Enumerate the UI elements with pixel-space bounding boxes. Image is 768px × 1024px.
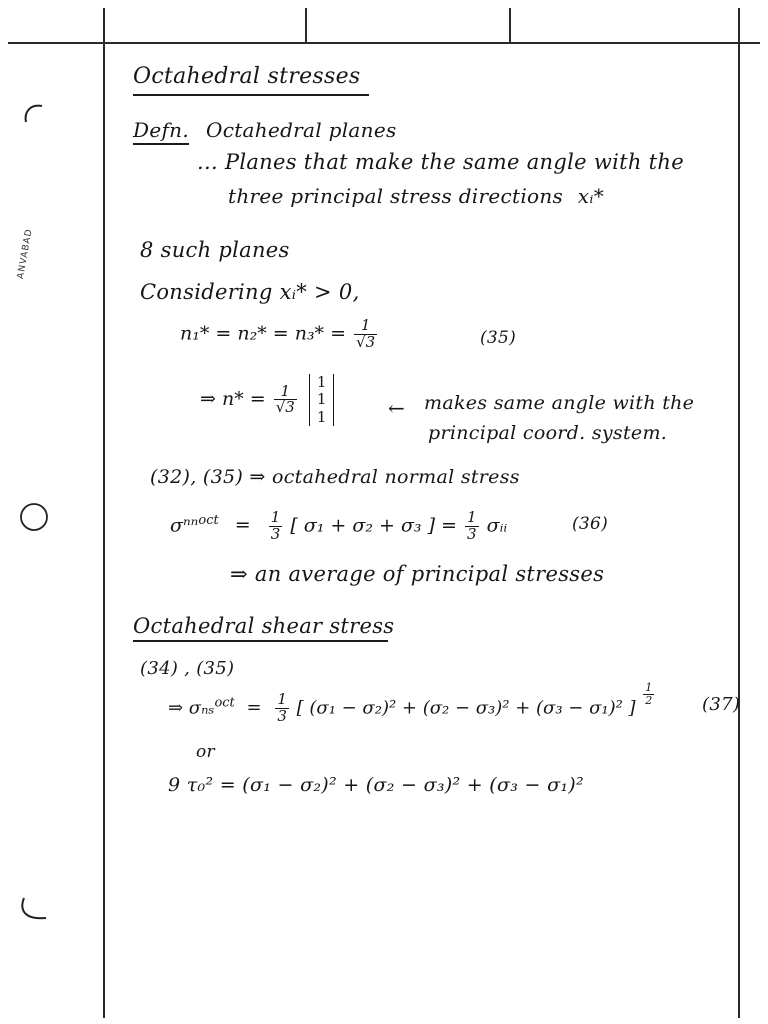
defn-line-1: ... Planes that make the same angle with the	[197, 150, 684, 174]
eq37-frac-den: 3	[277, 706, 287, 725]
defn-label: Defn.	[133, 118, 190, 142]
defn-line-2	[228, 184, 604, 208]
eq37-sup: oct	[214, 695, 235, 711]
right-margin-line	[738, 8, 740, 1018]
vec-entry: 1	[316, 373, 327, 391]
header-divider-2	[509, 8, 511, 44]
left-margin-line	[103, 8, 105, 1018]
header-divider-1	[305, 8, 307, 44]
shear-title-underline	[133, 640, 388, 642]
margin-stamp: ANVABAD	[16, 227, 35, 280]
eight-planes: 8 such planes	[140, 238, 290, 262]
binder-hole-bottom	[16, 892, 52, 928]
equation-37	[168, 681, 656, 725]
eq36-tag: (36)	[572, 514, 609, 534]
top-margin-line	[8, 42, 760, 44]
shear-title: Octahedral shear stress	[133, 614, 395, 638]
eq37-exponent	[643, 682, 654, 706]
vec-bracket	[309, 374, 335, 426]
eq37-eq: =	[246, 697, 262, 719]
or-word: or	[196, 742, 215, 762]
eq36-frac2-num: 1	[467, 508, 477, 526]
binder-hole-middle	[14, 498, 54, 538]
eq36-lhs: σⁿⁿ	[170, 514, 199, 537]
title-underline	[133, 94, 369, 96]
vec-fraction	[274, 381, 297, 417]
eq36-end: σᵢᵢ	[486, 514, 508, 537]
eq36-frac-den: 3	[270, 524, 281, 543]
defn-term: Octahedral planes	[206, 118, 397, 142]
eq36-body: [ σ₁ + σ₂ + σ₃ ] =	[290, 514, 457, 537]
eq35-fraction	[354, 318, 377, 351]
eq37-frac-num: 1	[277, 690, 287, 708]
considering-line: Considering xᵢ* > 0,	[140, 280, 360, 304]
eq36-fraction-2	[465, 510, 479, 543]
normal-vector-equation	[200, 374, 334, 426]
vec-entry: 1	[316, 407, 327, 426]
defn-line-2-text: three principal stress directions	[228, 184, 564, 208]
eq37-fraction	[275, 692, 289, 725]
eq36-frac2-den: 3	[467, 524, 477, 543]
defn-underline	[133, 143, 189, 145]
page-title: Octahedral stresses	[133, 64, 361, 89]
eq35-tag: (35)	[480, 328, 517, 348]
eq35-frac-den: √3	[356, 332, 376, 351]
eq37-exp-den: 2	[645, 693, 653, 707]
binder-hole-top	[18, 100, 48, 136]
eq36-eq: =	[234, 514, 251, 537]
eq37-lhs: ⇒ σₙₛ	[168, 697, 215, 719]
vec-note-1: makes same angle with the	[424, 392, 695, 414]
eq35-lhs: n₁* = n₂* = n₃* =	[180, 322, 347, 345]
tau-equation: 9 τ₀² = (σ₁ − σ₂)² + (σ₂ − σ₃)² + (σ₃ − σ₁)²	[168, 774, 584, 796]
vec-lhs: ⇒ n* =	[200, 387, 266, 410]
eq37-body: [ (σ₁ − σ₂)² + (σ₂ − σ₃)² + (σ₃ − σ₁)² ]	[296, 697, 636, 719]
vec-frac-den: √3	[275, 398, 295, 417]
eq36-sup: oct	[198, 512, 219, 528]
equation-35	[180, 318, 379, 351]
vec-arrow: ←	[388, 396, 406, 420]
average-line: ⇒ an average of principal stresses	[230, 562, 605, 586]
vec-frac-num: 1	[274, 384, 297, 401]
eq37-exp-num: 1	[645, 681, 653, 694]
eq37-tag: (37)	[702, 694, 741, 715]
equation-36	[170, 510, 507, 543]
eq35-frac-num: 1	[354, 318, 377, 335]
ref-32-35: (32), (35) ⇒ octahedral normal stress	[150, 466, 520, 488]
eq36-fraction	[269, 510, 283, 543]
ref-34-35: (34) , (35)	[140, 658, 235, 679]
vec-entry: 1	[316, 390, 327, 409]
eq36-frac-num: 1	[270, 508, 281, 526]
vec-note-2: principal coord. system.	[428, 422, 668, 444]
defn-variable: xᵢ*	[577, 184, 604, 208]
